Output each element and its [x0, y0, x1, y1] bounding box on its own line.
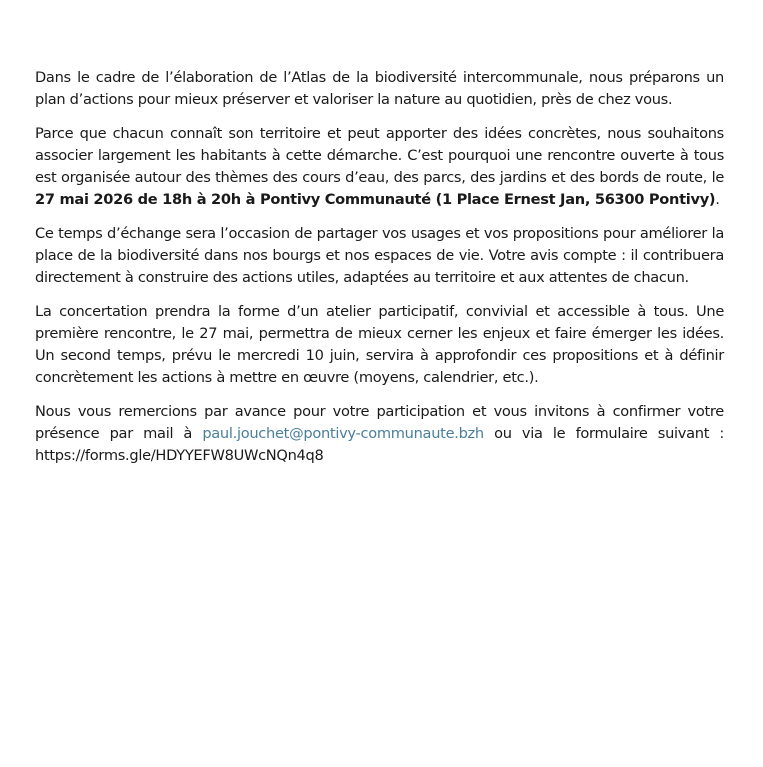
paragraph-intro: Dans le cadre de l’élaboration de l’Atlas de la biodiversité intercommunale, nous préparons un plan d’actions pour mieux préserver et valoriser la nature au quotidien, près de chez vous.	[35, 69, 724, 108]
paragraph-confirmation	[35, 401, 724, 467]
confirmation-mid: ou via le formulaire suivant :	[483, 425, 724, 442]
paragraph-exchange: Ce temps d’échange sera l’occasion de partager vos usages et vos propositions pour améliorer la place de la biodiversité dans nos bourgs et nos espaces de vie. Votre avis compte : il contribuera directement à construire des actions utiles, adaptées au territoire et aux attentes de chacun.	[35, 225, 724, 286]
email-link[interactable]: paul.jouchet@pontivy-communaute.bzh	[202, 425, 484, 442]
confirmation-text: Nous vous remercions par avance pour votre participation et vous invitons à confirmer votre présence par mail à	[35, 403, 724, 442]
form-url: https://forms.gle/HDYYEFW8UWcNQn4q8	[35, 447, 324, 464]
invitation-text: Parce que chacun connaît son territoire et peut apporter des idées concrètes, nous souhaitons associer largement les habitants à cette démarche. C’est pourquoi une rencontre ouverte à tous est organisée autour des thèmes des cours d’eau, des parcs, des jardins et des bords de route, le	[35, 125, 724, 186]
event-date-location: 27 mai 2026 de 18h à 20h à Pontivy Communauté (1 Place Ernest Jan, 56300 Pontivy)	[35, 191, 716, 208]
paragraph-invitation	[35, 123, 724, 211]
paragraph-concertation: La concertation prendra la forme d’un atelier participatif, convivial et accessible à tous. Une première rencontre, le 27 mai, permettra de mieux cerner les enjeux et faire émerger les idées. Un second temps, prévu le mercredi 10 juin, servira à approfondir ces propositions et à définir concrètement les actions à mettre en œuvre (moyens, calendrier, etc.).	[35, 303, 724, 386]
invitation-end: .	[715, 191, 720, 208]
document-body	[35, 67, 724, 479]
